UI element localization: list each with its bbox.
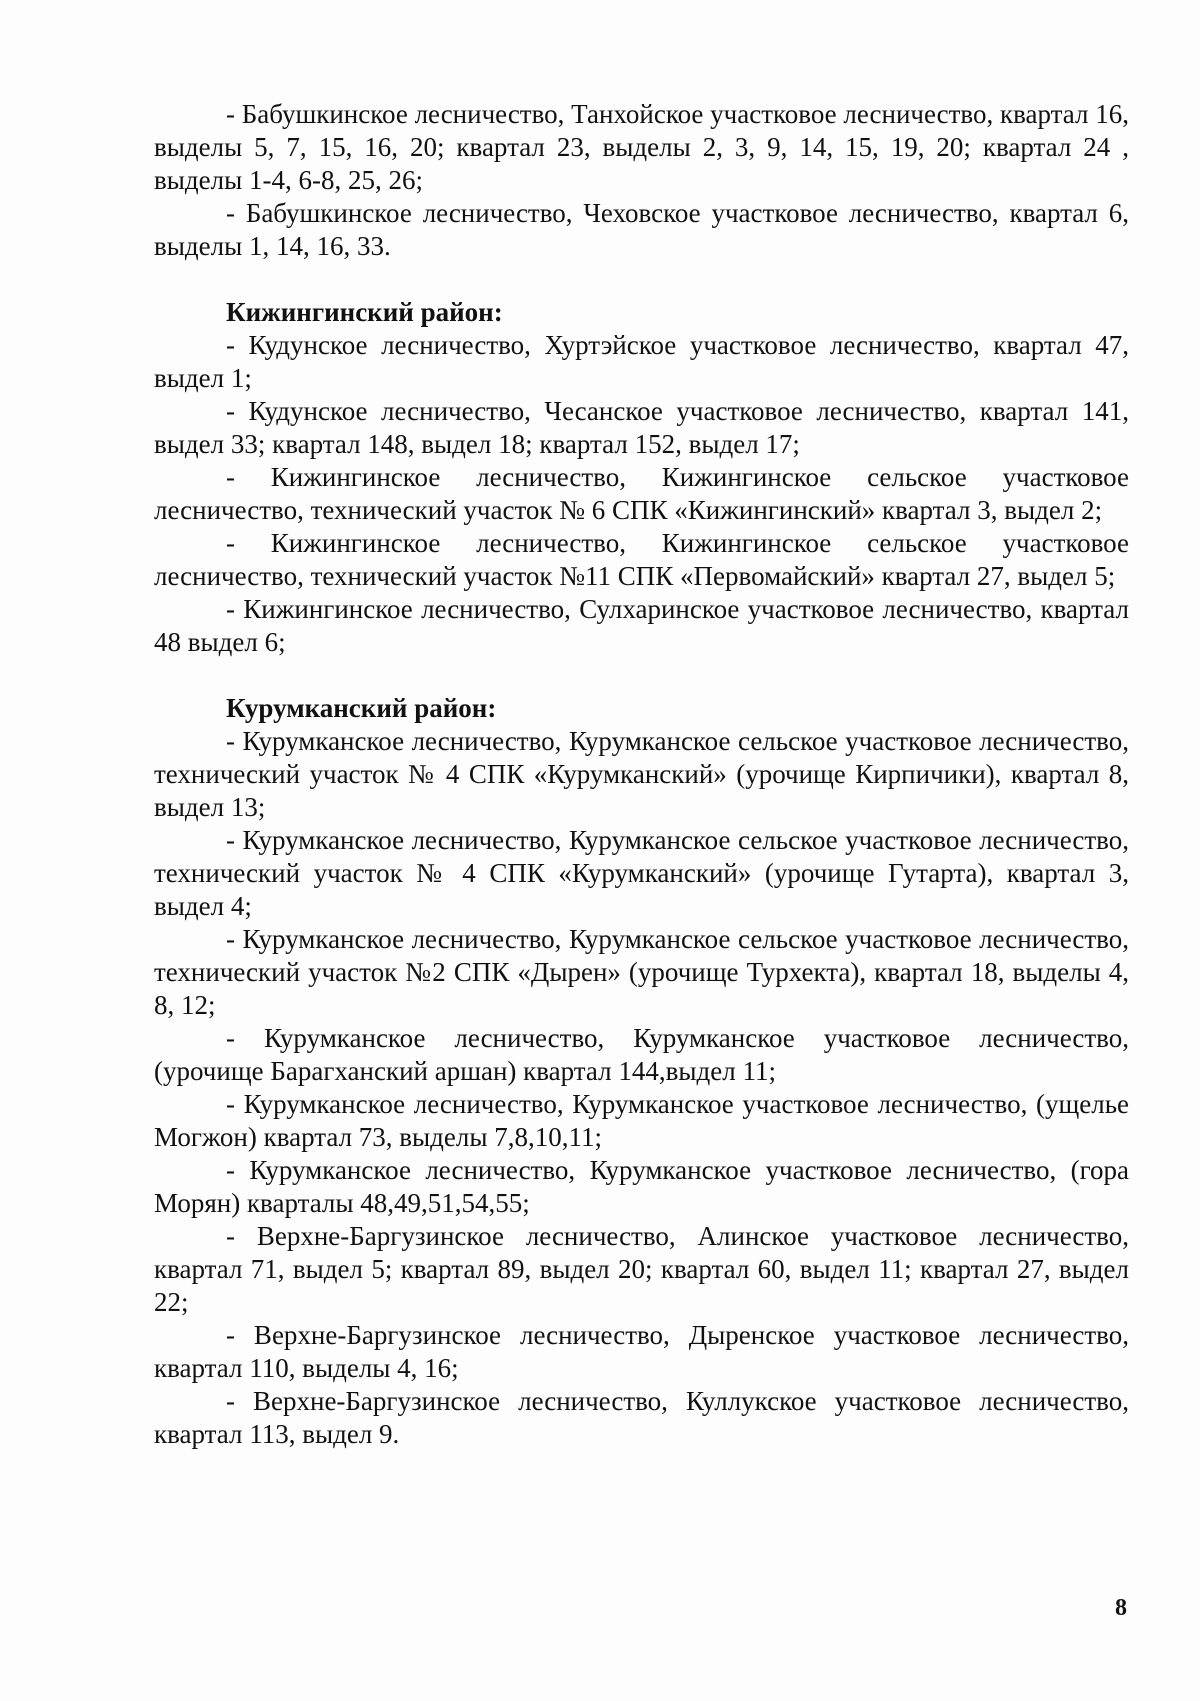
- section-heading: Кижингинский район:: [226, 297, 503, 327]
- list-item: - Кижингинское лесничество, Кижингинское сельское участковое лесничество, технический участок №11 СПК «Первомайский» квартал 27, выдел 5;: [154, 528, 1129, 591]
- list-item: - Верхне-Баргузинское лесничество, Дыренское участковое лесничество, квартал 110, выделы 4, 16;: [154, 1320, 1129, 1383]
- section-heading: Курумканский район:: [226, 693, 497, 723]
- list-item: - Курумканское лесничество, Курумканское участковое лесничество, (гора Морян) кварталы 48,49,51,54,55;: [154, 1155, 1129, 1218]
- list-item: - Курумканское лесничество, Курумканское участковое лесничество, (урочище Барагханский аршан) квартал 144,выдел 11;: [154, 1023, 1129, 1086]
- list-item: - Кудунское лесничество, Хуртэйское участковое лесничество, квартал 47, выдел 1;: [154, 330, 1129, 393]
- list-item: - Курумканское лесничество, Курумканское сельское участковое лесничество, технический участок № 4 СПК «Курумканский» (урочище Гутарта), квартал 3, выдел 4;: [154, 825, 1129, 921]
- list-item: - Бабушкинское лесничество, Танхойское участковое лесничество, квартал 16, выделы 5, 7, 15, 16, 20; квартал 23, выделы 2, 3, 9, 14, 15, 19, 20; квартал 24 , выделы 1-4, 6-8, 25, 26;: [154, 99, 1129, 195]
- list-item: - Бабушкинское лесничество, Чеховское участковое лесничество, квартал 6, выделы 1, 14, 16, 33.: [154, 198, 1129, 261]
- page-number: 8: [1115, 1595, 1127, 1621]
- list-item: - Кудунское лесничество, Чесанское участковое лесничество, квартал 141, выдел 33; квартал 148, выдел 18; квартал 152, выдел 17;: [154, 396, 1129, 459]
- list-item: - Кижингинское лесничество, Сулхаринское участковое лесничество, квартал 48 выдел 6;: [154, 594, 1129, 657]
- paragraph-spacer: [154, 263, 1129, 296]
- list-item: - Курумканское лесничество, Курумканское сельское участковое лесничество, технический участок № 4 СПК «Курумканский» (урочище Кирпичики), квартал 8, выдел 13;: [154, 726, 1129, 822]
- list-item: - Верхне-Баргузинское лесничество, Куллукское участковое лесничество, квартал 113, выдел 9.: [154, 1386, 1129, 1449]
- list-item: - Курумканское лесничество, Курумканское сельское участковое лесничество, технический участок №2 СПК «Дырен» (урочище Турхекта), квартал 18, выделы 4, 8, 12;: [154, 924, 1129, 1020]
- list-item: - Кижингинское лесничество, Кижингинское сельское участковое лесничество, технический участок № 6 СПК «Кижингинский» квартал 3, выдел 2;: [154, 462, 1129, 525]
- list-item: - Курумканское лесничество, Курумканское участковое лесничество, (ущелье Могжон) квартал 73, выделы 7,8,10,11;: [154, 1089, 1129, 1152]
- list-item: - Верхне-Баргузинское лесничество, Алинское участковое лесничество, квартал 71, выдел 5; квартал 89, выдел 20; квартал 60, выдел 11; квартал 27, выдел 22;: [154, 1221, 1129, 1317]
- document-body: [154, 98, 1129, 1451]
- paragraph-spacer: [154, 659, 1129, 692]
